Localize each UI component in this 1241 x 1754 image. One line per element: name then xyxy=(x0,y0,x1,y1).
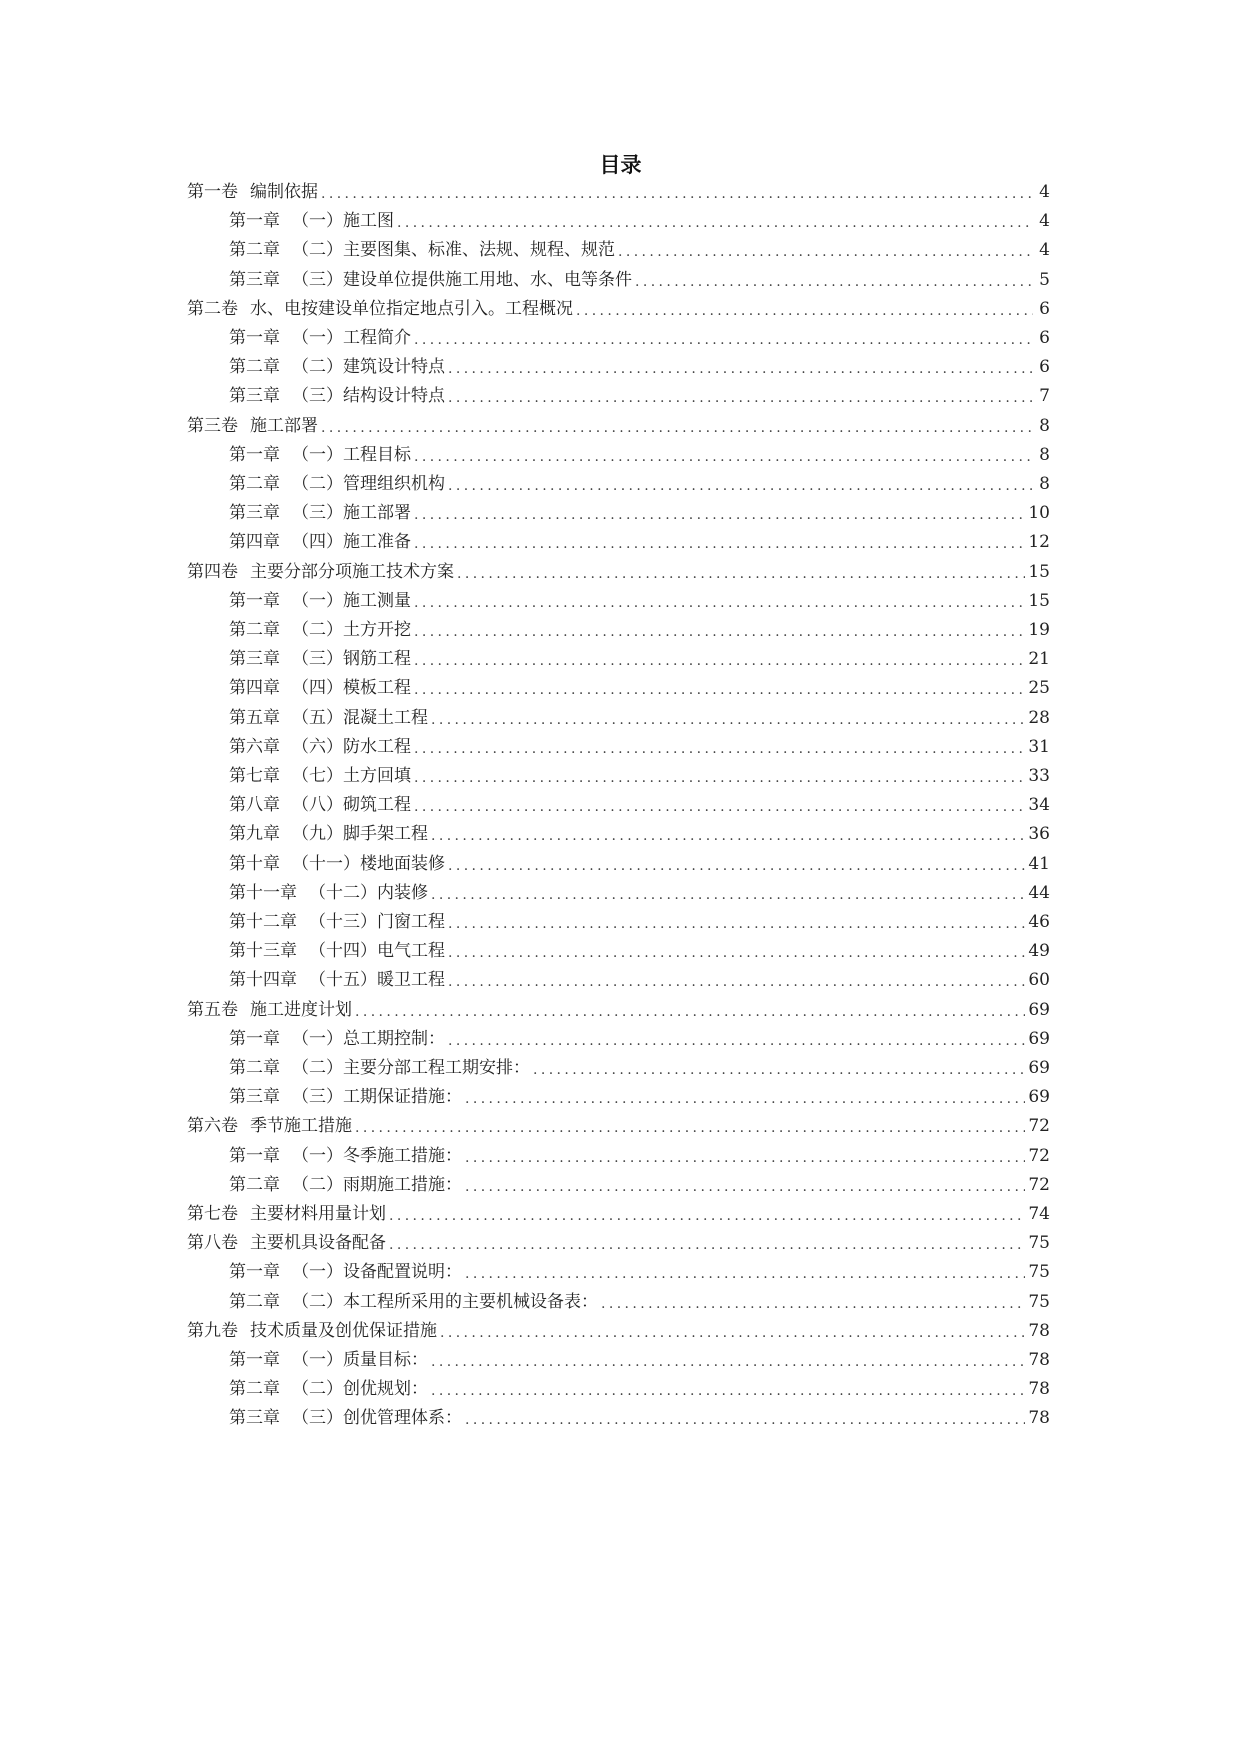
toc-entry-number: 第三章 xyxy=(229,649,280,670)
toc-entry-number: 第六章 xyxy=(229,736,280,757)
toc-entry-label xyxy=(229,322,411,354)
toc-entry-number: 第八章 xyxy=(229,795,280,816)
toc-entry-page-number: 49 xyxy=(1028,941,1050,962)
toc-entry-number: 第十一章 xyxy=(229,882,297,903)
toc-entry-label xyxy=(229,1402,462,1434)
toc-chapter-entry[interactable] xyxy=(229,1344,1050,1376)
toc-entry-title: （一）冬季施工措施： xyxy=(292,1145,462,1166)
toc-entry-label xyxy=(187,1315,437,1347)
toc-entry-label xyxy=(229,439,411,471)
toc-entry-number: 第七章 xyxy=(229,766,280,786)
toc-entry-title: （一）施工图 xyxy=(292,211,394,232)
toc-entry-label xyxy=(187,1110,352,1142)
toc-volume-entry[interactable] xyxy=(187,1198,1050,1230)
toc-entry-label xyxy=(229,1256,462,1288)
toc-entry-page-number: 72 xyxy=(1028,1116,1050,1137)
toc-entry-label xyxy=(229,1081,462,1113)
toc-entry-number: 第二章 xyxy=(229,1379,280,1400)
toc-entry-page-number: 36 xyxy=(1028,824,1050,845)
toc-chapter-entry[interactable] xyxy=(229,439,1050,471)
toc-entry-title: 施工部署 xyxy=(250,415,318,436)
toc-entry-page-number: 6 xyxy=(1039,298,1050,319)
dot-leader xyxy=(431,877,1025,909)
toc-chapter-entry[interactable] xyxy=(229,497,1050,529)
toc-entry-title: （一）工程简介 xyxy=(292,328,411,348)
toc-entry-title: （一）工程目标 xyxy=(292,444,411,465)
toc-entry-number: 第十四章 xyxy=(229,970,297,991)
dot-leader xyxy=(465,1256,1025,1288)
toc-volume-entry[interactable] xyxy=(187,176,1050,208)
toc-entry-page-number: 8 xyxy=(1039,444,1050,465)
toc-entry-title: （一）总工期控制： xyxy=(292,1028,445,1049)
toc-entry-page-number: 60 xyxy=(1028,970,1050,991)
dot-leader xyxy=(414,731,1025,763)
toc-entry-page-number: 4 xyxy=(1039,182,1050,202)
toc-entry-number: 第一章 xyxy=(229,1145,280,1166)
toc-entry-title: （四）模板工程 xyxy=(292,678,411,699)
toc-entry-title: 施工进度计划 xyxy=(250,999,352,1020)
toc-entry-page-number: 75 xyxy=(1028,1291,1050,1312)
dot-leader xyxy=(431,818,1025,850)
toc-entry-page-number: 44 xyxy=(1028,882,1050,903)
toc-entry-number: 第一章 xyxy=(229,211,280,232)
dot-leader xyxy=(457,556,1025,588)
toc-chapter-entry[interactable] xyxy=(229,818,1050,850)
toc-entry-label xyxy=(229,935,445,967)
dot-leader xyxy=(414,672,1025,704)
dot-leader xyxy=(414,322,1033,354)
dot-leader xyxy=(448,1023,1025,1055)
toc-volume-entry[interactable] xyxy=(187,1110,1050,1142)
toc-entry-number: 第二章 xyxy=(229,1174,280,1195)
toc-entry-number: 第二章 xyxy=(229,240,280,261)
toc-entry-number: 第二卷 xyxy=(187,298,238,319)
toc-volume-entry[interactable] xyxy=(187,1315,1050,1347)
dot-leader xyxy=(448,848,1025,880)
dot-leader xyxy=(576,293,1033,325)
dot-leader xyxy=(414,760,1025,792)
toc-entry-number: 第十章 xyxy=(229,853,280,874)
toc-entry-number: 第二章 xyxy=(229,357,280,378)
toc-entry-page-number: 10 xyxy=(1028,503,1050,524)
dot-leader xyxy=(321,410,1033,442)
toc-entry-label xyxy=(229,906,445,938)
toc-entry-page-number: 72 xyxy=(1028,1145,1050,1166)
toc-entry-number: 第八卷 xyxy=(187,1233,238,1254)
toc-entry-title: （七）土方回填 xyxy=(292,766,411,786)
toc-entry-page-number: 4 xyxy=(1039,240,1050,261)
toc-entry-page-number: 21 xyxy=(1028,649,1050,670)
toc-entry-title: （一）设备配置说明： xyxy=(292,1262,462,1283)
toc-entry-number: 第十二章 xyxy=(229,912,297,932)
toc-chapter-entry[interactable] xyxy=(229,672,1050,704)
toc-entry-label xyxy=(229,264,632,296)
dot-leader xyxy=(431,1344,1025,1376)
toc-entry-page-number: 15 xyxy=(1028,561,1050,582)
toc-entry-page-number: 78 xyxy=(1028,1350,1050,1370)
toc-title: 目录 xyxy=(599,153,642,177)
dot-leader xyxy=(414,439,1033,471)
dot-leader xyxy=(448,964,1025,996)
toc-entry-label xyxy=(229,234,615,266)
toc-entry-page-number: 78 xyxy=(1028,1320,1050,1341)
toc-entry-page-number: 31 xyxy=(1028,736,1050,757)
toc-entry-title: （十四）电气工程 xyxy=(309,941,445,962)
toc-entry-number: 第三章 xyxy=(229,269,280,290)
toc-chapter-entry[interactable] xyxy=(229,877,1050,909)
toc-chapter-entry[interactable] xyxy=(229,380,1050,412)
toc-entry-page-number: 15 xyxy=(1028,590,1050,611)
toc-chapter-entry[interactable] xyxy=(229,1256,1050,1288)
dot-leader xyxy=(440,1315,1025,1347)
toc-entry-number: 第一章 xyxy=(229,1350,280,1370)
dot-leader xyxy=(448,935,1025,967)
toc-chapter-entry[interactable] xyxy=(229,643,1050,675)
toc-entry-page-number: 69 xyxy=(1028,1087,1050,1108)
toc-entry-number: 第十三章 xyxy=(229,941,297,962)
toc-entry-page-number: 6 xyxy=(1039,357,1050,378)
toc-volume-entry[interactable] xyxy=(187,410,1050,442)
toc-chapter-entry[interactable] xyxy=(229,322,1050,354)
toc-entry-number: 第四卷 xyxy=(187,561,238,582)
toc-entry-number: 第一章 xyxy=(229,444,280,465)
toc-volume-entry[interactable] xyxy=(187,293,1050,325)
toc-entry-page-number: 69 xyxy=(1028,1058,1050,1078)
toc-entry-number: 第九章 xyxy=(229,824,280,845)
toc-entry-page-number: 6 xyxy=(1039,328,1050,348)
toc-entry-number: 第七卷 xyxy=(187,1204,238,1224)
toc-entry-page-number: 4 xyxy=(1039,211,1050,232)
toc-entry-title: （三）钢筋工程 xyxy=(292,649,411,670)
toc-entry-title: （八）砌筑工程 xyxy=(292,795,411,816)
toc-entry-label xyxy=(229,964,445,996)
dot-leader xyxy=(465,1402,1025,1434)
toc-chapter-entry[interactable] xyxy=(229,702,1050,734)
toc-entry-title: （二）创优规划： xyxy=(292,1379,428,1400)
toc-entry-page-number: 12 xyxy=(1028,532,1050,553)
dot-leader xyxy=(601,1286,1025,1318)
toc-entry-label xyxy=(229,877,428,909)
toc-entry-page-number: 34 xyxy=(1028,795,1050,816)
toc-chapter-entry[interactable] xyxy=(229,1023,1050,1055)
toc-entry-number: 第三章 xyxy=(229,1087,280,1108)
toc-entry-label xyxy=(229,643,411,675)
toc-entry-page-number: 72 xyxy=(1028,1174,1050,1195)
toc-entry-title: （二）本工程所采用的主要机械设备表： xyxy=(292,1291,598,1312)
toc-chapter-entry[interactable] xyxy=(229,935,1050,967)
toc-entry-number: 第三卷 xyxy=(187,415,238,436)
toc-entry-title: （十五）暖卫工程 xyxy=(309,970,445,991)
toc-entry-title: （十二）内装修 xyxy=(309,882,428,903)
toc-chapter-entry[interactable] xyxy=(229,585,1050,617)
dot-leader xyxy=(465,1081,1025,1113)
toc-entry-label xyxy=(229,614,411,646)
toc-entry-label xyxy=(187,556,454,588)
toc-entry-title: （五）混凝土工程 xyxy=(292,707,428,728)
toc-entry-page-number: 46 xyxy=(1028,912,1050,932)
toc-entry-title: （二）管理组织机构 xyxy=(292,474,445,494)
toc-entry-page-number: 19 xyxy=(1028,620,1050,640)
toc-entry-title: （一）施工测量 xyxy=(292,590,411,611)
toc-entry-label xyxy=(229,848,445,880)
dot-leader xyxy=(389,1198,1025,1230)
toc-entry-label xyxy=(187,293,573,325)
toc-volume-entry[interactable] xyxy=(187,994,1050,1026)
toc-chapter-entry[interactable] xyxy=(229,1373,1050,1405)
toc-chapter-entry[interactable] xyxy=(229,1140,1050,1172)
toc-entry-label xyxy=(229,1373,428,1405)
toc-volume-entry[interactable] xyxy=(187,556,1050,588)
toc-entry-title: （三）施工部署 xyxy=(292,503,411,524)
toc-entry-label xyxy=(229,585,411,617)
dot-leader xyxy=(321,176,1033,208)
toc-chapter-entry[interactable] xyxy=(229,906,1050,938)
toc-chapter-entry[interactable] xyxy=(229,264,1050,296)
toc-entry-label xyxy=(229,497,411,529)
dot-leader xyxy=(618,234,1033,266)
toc-chapter-entry[interactable] xyxy=(229,205,1050,237)
toc-entry-title: （十一）楼地面装修 xyxy=(292,853,445,874)
toc-entry-label xyxy=(229,672,411,704)
toc-entry-label xyxy=(229,351,445,383)
toc-chapter-entry[interactable] xyxy=(229,731,1050,763)
dot-leader xyxy=(414,643,1025,675)
toc-entry-page-number: 8 xyxy=(1039,415,1050,436)
toc-chapter-entry[interactable] xyxy=(229,1286,1050,1318)
dot-leader xyxy=(465,1140,1025,1172)
dot-leader xyxy=(414,526,1025,558)
toc-entry-page-number: 69 xyxy=(1028,999,1050,1020)
toc-entry-title: 主要材料用量计划 xyxy=(250,1204,386,1224)
toc-chapter-entry[interactable] xyxy=(229,1402,1050,1434)
dot-leader xyxy=(414,789,1025,821)
toc-entry-number: 第三章 xyxy=(229,503,280,524)
toc-chapter-entry[interactable] xyxy=(229,760,1050,792)
toc-entry-label xyxy=(229,205,394,237)
toc-entry-label xyxy=(229,1052,530,1084)
dot-leader xyxy=(355,1110,1025,1142)
toc-entry-title: （三）建设单位提供施工用地、水、电等条件 xyxy=(292,269,632,290)
toc-entry-title: 季节施工措施 xyxy=(250,1116,352,1137)
toc-entry-page-number: 7 xyxy=(1039,386,1050,407)
dot-leader xyxy=(448,468,1033,500)
toc-chapter-entry[interactable] xyxy=(229,1052,1050,1084)
toc-entry-number: 第六卷 xyxy=(187,1116,238,1137)
toc-entry-title: 主要机具设备配备 xyxy=(250,1233,386,1254)
toc-entry-number: 第五卷 xyxy=(187,999,238,1020)
toc-entry-title: 水、电按建设单位指定地点引入。工程概况 xyxy=(250,298,573,319)
dot-leader xyxy=(414,614,1025,646)
toc-chapter-entry[interactable] xyxy=(229,468,1050,500)
toc-chapter-entry[interactable] xyxy=(229,526,1050,558)
toc-entry-number: 第二章 xyxy=(229,1058,280,1078)
toc-entry-label xyxy=(229,760,411,792)
toc-entry-title: （十三）门窗工程 xyxy=(309,912,445,932)
toc-entry-number: 第二章 xyxy=(229,1291,280,1312)
toc-chapter-entry[interactable] xyxy=(229,1081,1050,1113)
toc-entry-label xyxy=(229,1286,598,1318)
toc-entry-label xyxy=(229,731,411,763)
toc-entry-number: 第三章 xyxy=(229,386,280,407)
toc-entry-label xyxy=(229,468,445,500)
toc-entry-label xyxy=(229,526,411,558)
toc-chapter-entry[interactable] xyxy=(229,351,1050,383)
toc-entry-title: （二）土方开挖 xyxy=(292,620,411,640)
toc-entry-title: （四）施工准备 xyxy=(292,532,411,553)
toc-entry-page-number: 5 xyxy=(1039,269,1050,290)
toc-entry-number: 第一章 xyxy=(229,328,280,348)
toc-entry-title: 编制依据 xyxy=(250,182,318,202)
dot-leader xyxy=(448,380,1033,412)
toc-entry-title: （一）质量目标： xyxy=(292,1350,428,1370)
toc-entry-number: 第九卷 xyxy=(187,1320,238,1341)
toc-entry-number: 第一章 xyxy=(229,1262,280,1283)
toc-chapter-entry[interactable] xyxy=(229,614,1050,646)
toc-entry-number: 第四章 xyxy=(229,678,280,699)
dot-leader xyxy=(448,906,1025,938)
toc-entry-page-number: 28 xyxy=(1028,707,1050,728)
toc-entry-number: 第一章 xyxy=(229,590,280,611)
toc-entry-title: 技术质量及创优保证措施 xyxy=(250,1320,437,1341)
toc-entry-number: 第一章 xyxy=(229,1028,280,1049)
toc-entry-page-number: 25 xyxy=(1028,678,1050,699)
dot-leader xyxy=(465,1169,1025,1201)
dot-leader xyxy=(431,1373,1025,1405)
toc-entry-title: （三）工期保证措施： xyxy=(292,1087,462,1108)
toc-entry-label xyxy=(229,1140,462,1172)
dot-leader xyxy=(635,264,1033,296)
dot-leader xyxy=(414,585,1025,617)
toc-entry-label xyxy=(229,702,428,734)
toc-entry-page-number: 8 xyxy=(1039,474,1050,494)
dot-leader xyxy=(431,702,1025,734)
toc-entry-title: 主要分部分项施工技术方案 xyxy=(250,561,454,582)
toc-entry-title: （三）创优管理体系： xyxy=(292,1408,462,1429)
toc-entry-page-number: 78 xyxy=(1028,1408,1050,1429)
toc-entry-title: （二）建筑设计特点 xyxy=(292,357,445,378)
toc-entry-label xyxy=(229,1023,445,1055)
toc-entry-page-number: 33 xyxy=(1028,766,1050,786)
toc-chapter-entry[interactable] xyxy=(229,234,1050,266)
toc-entry-number: 第一卷 xyxy=(187,182,238,202)
toc-entry-label xyxy=(229,1344,428,1376)
toc-entry-label xyxy=(229,1169,462,1201)
toc-entry-number: 第四章 xyxy=(229,532,280,553)
dot-leader xyxy=(533,1052,1025,1084)
toc-entry-label xyxy=(187,1227,386,1259)
dot-leader xyxy=(355,994,1025,1026)
toc-entry-page-number: 69 xyxy=(1028,1028,1050,1049)
toc-entry-title: （三）结构设计特点 xyxy=(292,386,445,407)
toc-entry-page-number: 75 xyxy=(1028,1233,1050,1254)
toc-entry-title: （二）主要分部工程工期安排： xyxy=(292,1058,530,1078)
toc-entry-label xyxy=(187,410,318,442)
toc-entry-label xyxy=(229,380,445,412)
toc-entry-number: 第三章 xyxy=(229,1408,280,1429)
toc-entry-title: （六）防水工程 xyxy=(292,736,411,757)
toc-entry-label xyxy=(187,1198,386,1230)
toc-entry-number: 第五章 xyxy=(229,707,280,728)
toc-entry-label xyxy=(187,994,352,1026)
toc-volume-entry[interactable] xyxy=(187,1227,1050,1259)
toc-entry-page-number: 41 xyxy=(1028,853,1050,874)
toc-entry-label xyxy=(187,176,318,208)
toc-entry-title: （九）脚手架工程 xyxy=(292,824,428,845)
toc-entry-label xyxy=(229,789,411,821)
dot-leader xyxy=(448,351,1033,383)
toc-chapter-entry[interactable] xyxy=(229,789,1050,821)
toc-entry-number: 第二章 xyxy=(229,620,280,640)
toc-entry-label xyxy=(229,818,428,850)
dot-leader xyxy=(389,1227,1025,1259)
toc-entry-number: 第二章 xyxy=(229,474,280,494)
toc-entry-page-number: 78 xyxy=(1028,1379,1050,1400)
toc-chapter-entry[interactable] xyxy=(229,964,1050,996)
toc-entry-title: （二）主要图集、标准、法规、规程、规范 xyxy=(292,240,615,261)
toc-entry-page-number: 74 xyxy=(1028,1204,1050,1224)
dot-leader xyxy=(414,497,1025,529)
dot-leader xyxy=(397,205,1033,237)
toc-chapter-entry[interactable] xyxy=(229,1169,1050,1201)
toc-chapter-entry[interactable] xyxy=(229,848,1050,880)
toc-entry-page-number: 75 xyxy=(1028,1262,1050,1283)
toc-entry-title: （二）雨期施工措施： xyxy=(292,1174,462,1195)
